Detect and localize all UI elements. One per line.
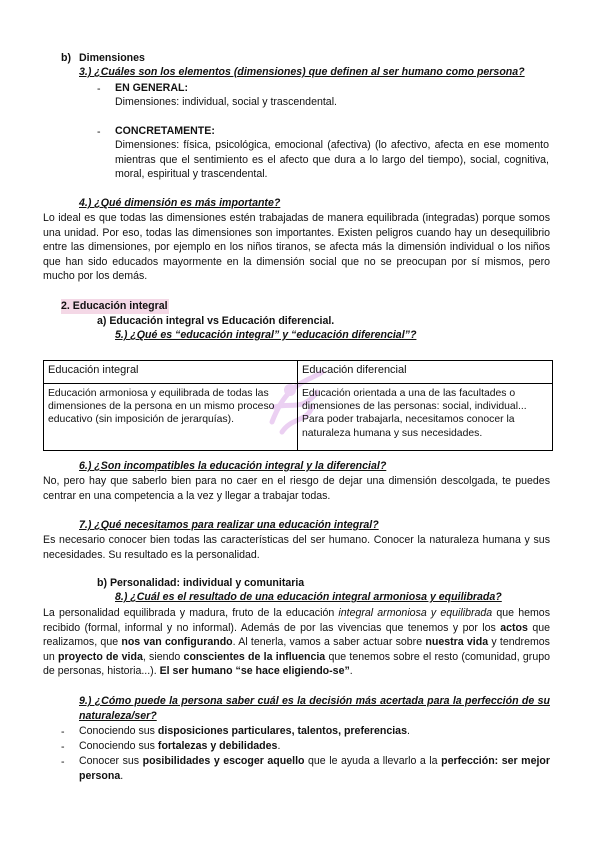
table-header-diferencial: Educación diferencial <box>298 361 553 384</box>
question-9: 9.) ¿Cómo puede la persona saber cuál es la decisión más acertada para la perfección de su naturaleza/ser? <box>79 695 550 722</box>
question-6: 6.) ¿Son incompatibles la educación integral y la diferencial? <box>79 460 387 472</box>
bullet-dash: - <box>61 756 65 768</box>
question-8-answer: La personalidad equilibrada y madura, fruto de la educación integral armoniosa y equilibrada que hemos recibido (formal, informal y no informal). Además de por las vivencias que tenemos y por los actos que realizamos, que nos van configurando. Al tenerla, vamos a saber actuar sobre nuestra vida y tendremos un proyecto de vida, siendo conscientes de la influencia que tenemos sobre el resto (comunidad, grupo de personas, historia...). El ser humano “se hace eligiendo-se”. <box>43 607 550 678</box>
section-b-marker: b) <box>61 52 71 64</box>
table-header-integral: Educación integral <box>44 361 298 384</box>
question-7-answer: Es necesario conocer bien todas las características del ser humano. Conocer la naturaleza humana y sus necesidades. Su resultado es la personalidad. <box>43 534 550 561</box>
question-3: 3.) ¿Cuáles son los elementos (dimensiones) que definen al ser humano como persona? <box>79 66 525 78</box>
subsection-a: a) Educación integral vs Educación diferencial. <box>97 315 335 327</box>
en-general-title: EN GENERAL: <box>115 82 188 94</box>
question-5: 5.) ¿Qué es “educación integral” y “educación diferencial”? <box>115 329 417 341</box>
concretamente-title: CONCRETAMENTE: <box>115 125 215 137</box>
q9-item-1: Conociendo sus disposiciones particulares, talentos, preferencias. <box>79 725 410 737</box>
question-4: 4.) ¿Qué dimensión es más importante? <box>79 197 281 209</box>
q9-item-3: Conocer sus posibilidades y escoger aquello que le ayuda a llevarlo a la perfección: ser mejor persona. <box>79 755 551 782</box>
comparison-table <box>43 360 553 451</box>
section-2-title: 2. Educación integral <box>61 300 168 312</box>
table-cell-diferencial: Educación orientada a una de las facultades o dimensiones de las personas: social, individual... Para poder trabajarla, necesitamos conocer la naturaleza humana y sus necesidades. <box>298 384 553 451</box>
question-4-answer: Lo ideal es que todas las dimensiones estén trabajadas de manera equilibrada (integradas) porque somos una unidad. Por eso, todas las dimensiones son importantes. Existen peligros cuando hay un desequilibrio entre las dimensiones, por ejemplo en los niños tiranos, se afecta más la dimensión individual o los niños que han sido educados mayormente en la dimensión social que no se preocupan por sí mismos, pero mucho por los demás. <box>43 212 550 283</box>
q9-item-2: Conociendo sus fortalezas y debilidades. <box>79 740 281 752</box>
bullet-dash: - <box>97 126 101 138</box>
bullet-dash: - <box>97 83 101 95</box>
bullet-dash: - <box>61 741 65 753</box>
question-7: 7.) ¿Qué necesitamos para realizar una educación integral? <box>79 519 379 531</box>
section-b-title: Dimensiones <box>79 52 145 64</box>
en-general-text: Dimensiones: individual, social y trascendental. <box>115 96 337 108</box>
table-cell-integral: Educación armoniosa y equilibrada de todas las dimensiones de la persona en un mismo proceso educativo (sin imposición de jerarquías). <box>44 384 298 451</box>
bullet-dash: - <box>61 726 65 738</box>
question-8: 8.) ¿Cuál es el resultado de una educación integral armoniosa y equilibrada? <box>115 591 502 603</box>
concretamente-text: Dimensiones: física, psicológica, emocional (afectiva) (lo afectivo, afecta en ese momento mientras que el sentimiento es el afecto que dura a lo largo del tiempo), social, cognitiva, moral, espiritual y trascendental. <box>115 139 549 181</box>
subsection-b-personalidad: b) Personalidad: individual y comunitaria <box>97 577 305 589</box>
question-6-answer: No, pero hay que saberlo bien para no caer en el riesgo de dejar una dimensión descolgada, te puedes centrar en una competencia a la vez y llegar a trabajar todas. <box>43 475 550 502</box>
